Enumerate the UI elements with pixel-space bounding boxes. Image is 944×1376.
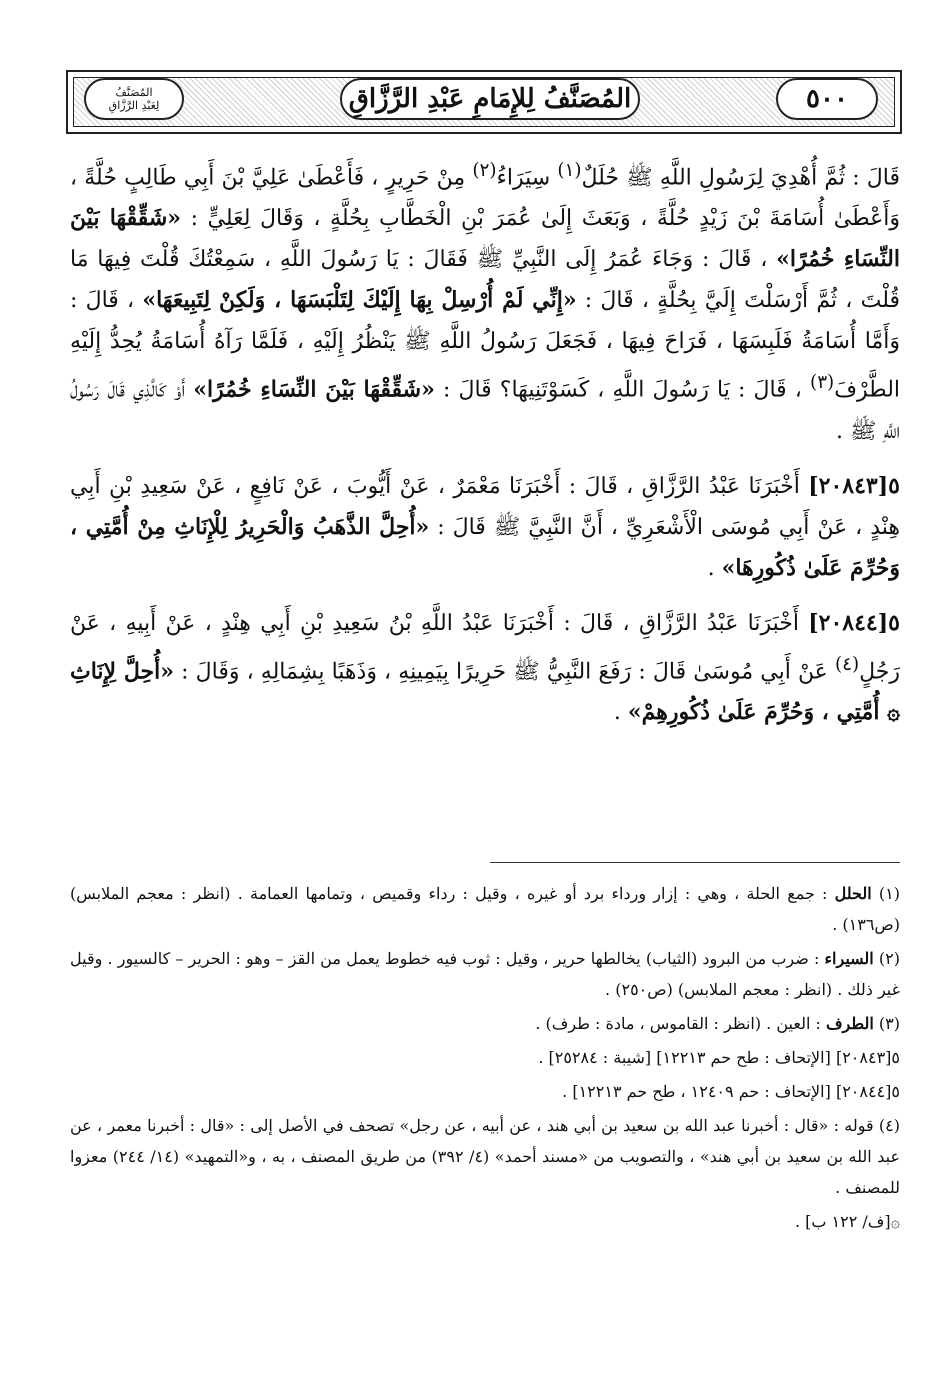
footnote-text: : جمع الحلة ، وهي : إزار ورداء برد أو غيره ، وقيل : رداء وقميص ، وتمامها العمامة . (انظر : معجم الملابس) (ص١٣٦) . [70, 884, 900, 934]
seal-line-2: لِعَبْدِ الرَّزَّاقِ [108, 99, 160, 112]
seal-line-1: المُصَنَّفُ [115, 86, 153, 99]
footnote-4: (٤) قوله : «قال : أخبرنا عبد الله بن سعيد بن أبي هند ، عن أبيه ، عن رجل» تصحف في الأصل إلى : «قال : أخبرنا معمر ، عن عبد الله بن سعيد بن أبي هند» ، والتصويب من «مسند أحمد» (٤/ ٣٩٢) من طريق المصنف ، به ، و«التمهيد» (١٤/ ٢٤٤) معزوا للمصنف . [70, 1116, 901, 1197]
text-segment: عَنْ أَبِي مُوسَىٰ قَالَ : رَفَعَ النَّبِيُّ ﷺ حَرِيرًا بِيَمِينِهِ ، وَذَهَبًا بِشِمَالِهِ ، وَقَالَ : [174, 658, 835, 684]
text-segment: ، قَالَ : وَأَمَّا أُسَامَةُ فَلَبِسَهَا ، فَرَاحَ فِيهَا ، فَجَعَلَ رَسُولُ اللَّهِ ﷺ يَنْظُرُ إِلَيْهِ ، فَلَمَّا رَآهُ أُسَامَةُ يُحِدُّ إِلَيْهِ الطَّرْفَ [70, 288, 901, 403]
text-segment: ، قَالَ : يَا رَسُولَ اللَّهِ ، كَسَوْتَنِيهَا؟ قَالَ : [434, 377, 811, 403]
footnote-term: السيراء [824, 949, 874, 968]
footnote-2 [70, 943, 900, 1005]
text-segment: . [707, 555, 722, 581]
footnote-text: : العين . (انظر : القاموس ، مادة : طرف) . [535, 1014, 826, 1033]
footnote-text: : ضرب من البرود (الثياب) يخالطها حرير ، وقيل : ثوب فيه خطوط يعمل من القز – وهو : الحرير – كالسيور . وقيل غير ذلك . (انظر : معجم الملابس) (ص٢٥٠) . [70, 949, 900, 999]
prophet-speech: «شَقِّقْهَا بَيْنَ النِّسَاءِ خُمُرًا» [70, 205, 900, 273]
page-header [66, 70, 902, 134]
footnote-term: الطرف [825, 1014, 874, 1033]
footnote-ref-1[interactable]: (١) [557, 160, 582, 181]
hadith-number: ٥[٢٠٨٤٤] [808, 609, 900, 636]
hadith-paragraph-continuation [70, 150, 900, 452]
page-number-cartouche [776, 78, 878, 120]
text-segment: أَوْ كَالَّذِي قَالَ رَسُولُ اللَّهِ ﷺ . [70, 377, 900, 444]
footnote-separator [490, 862, 900, 863]
hadith-20843 [70, 466, 900, 589]
text-segment: أَخْبَرَنَا عَبْدُ الرَّزَّاقِ ، قَالَ : أَخْبَرَنَا عَبْدُ اللَّهِ بْنُ سَعِيدِ بْنِ أَبِي هِنْدٍ ، عَنْ أَبِيهِ ، عَنْ رَجُلٍ [70, 610, 900, 684]
book-seal-logo [84, 78, 184, 120]
folio-marker: ۞[ف/ ١٢٢ ب] . [794, 1212, 900, 1231]
text-segment: قَالَ : ثُمَّ أُهْدِيَ لِرَسُولِ اللَّهِ ﷺ حُلَلٌ [581, 165, 901, 191]
footnote-source-20844: ٥[٢٠٨٤٤] [الإتحاف : حم ١٢٤٠٩ ، طح حم ١٢٢١٣] . [562, 1082, 900, 1101]
text-segment: مِنْ حَرِيرٍ ، فَأَعْطَىٰ عَلِيَّ بْنَ أَبِي طَالِبٍ حُلَّةً ، وَأَعْطَىٰ أُسَامَةَ بْنَ زَيْدٍ حُلَّةً ، وَبَعَثَ إِلَىٰ عُمَرَ بْنِ الْخَطَّابِ بِحُلَّةٍ ، وَقَالَ لِعَلِيٍّ : [70, 165, 900, 232]
footnote-1 [70, 878, 900, 940]
text-segment: . [613, 699, 628, 725]
seal-text [92, 86, 176, 112]
footnote-number: (٢) [878, 949, 900, 968]
footnote-3 [70, 1008, 900, 1039]
hadith-20844 [70, 603, 900, 733]
footnote-term: الحلل [834, 884, 872, 903]
prophet-speech: «إِنِّي لَمْ أُرْسِلْ بِهَا إِلَيْكَ لِتَلْبَسَهَا ، وَلَكِنْ لِتَبِيعَهَا» [142, 287, 577, 314]
footnote-number: (١) [878, 884, 900, 903]
footnote-ref-2[interactable]: (٢) [472, 160, 497, 181]
footnotes [70, 878, 900, 1240]
prophet-speech: «أُحِلَّ الذَّهَبُ وَالْحَرِيرُ لِلْإِنَاثِ مِنْ أُمَّتِي ، وَحُرِّمَ عَلَىٰ ذُكُورِهَا» [70, 513, 900, 581]
book-title: المُصَنَّفُ لِلإِمَامِ عَبْدِ الرَّزَّاقِ [348, 84, 632, 114]
page-number: ٥٠٠ [806, 84, 848, 114]
main-text [70, 150, 900, 733]
prophet-speech: «شَقِّقْهَا بَيْنَ النِّسَاءِ خُمُرًا» [193, 376, 435, 403]
hadith-number: ٥[٢٠٨٤٣] [808, 472, 900, 499]
text-segment: سِيَرَاءُ [496, 165, 558, 191]
footnote-number: (٣) [878, 1014, 900, 1033]
text-segment: ، قَالَ : وَجَاءَ عُمَرُ إِلَى النَّبِيِّ ﷺ فَقَالَ : يَا رَسُولَ اللَّهِ ، سَمِعْتُكَ قُلْتَ فِيهَا مَا قُلْتَ ، ثُمَّ أَرْسَلْتَ إِلَيَّ بِحُلَّةٍ ، قَالَ : [70, 247, 900, 314]
book-title-cartouche [340, 78, 640, 120]
footnote-ref-3[interactable]: (٣) [810, 372, 835, 394]
footnote-ref-4[interactable]: (٤) [834, 653, 860, 675]
text-segment: أَخْبَرَنَا عَبْدُ الرَّزَّاقِ ، قَالَ : أَخْبَرَنَا مَعْمَرٌ ، عَنْ أَيُّوبَ ، عَنْ نَافِعٍ ، عَنْ سَعِيدِ بْنِ أَبِي هِنْدٍ ، عَنْ أَبِي مُوسَى الْأَشْعَرِيِّ ، أَنَّ النَّبِيَّ ﷺ قَالَ : [70, 473, 900, 540]
footnote-source-20843: ٥[٢٠٨٤٣] [الإتحاف : طح حم ١٢٢١٣] [شيبة : ٢٥٢٨٤] . [538, 1048, 900, 1067]
prophet-speech: «أُحِلَّ لِإِنَاثِ ۞ أُمَّتِي ، وَحُرِّمَ عَلَىٰ ذُكُورِهِمْ» [70, 657, 900, 725]
